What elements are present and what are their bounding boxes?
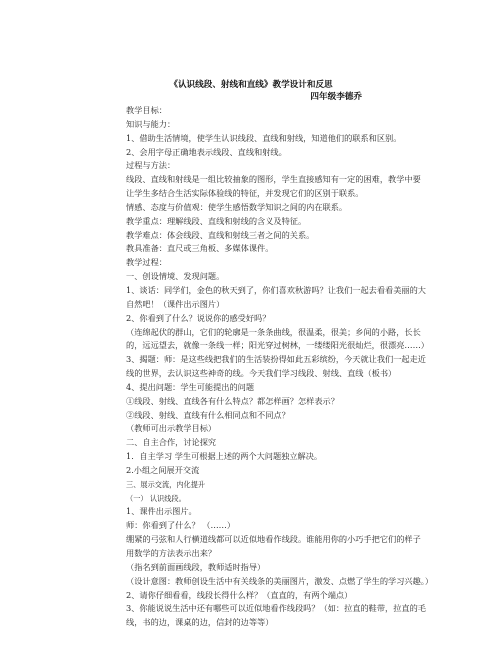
text-line: 教学目标：	[126, 105, 167, 115]
text-line: ①线段、射线、直线各有什么特点？都怎样画？怎样表示？	[126, 395, 339, 406]
text-line: 3、你能说说生活中还有哪些可以近似地看作线段吗？（如：拉直的鞋带，拉直的毛	[126, 603, 426, 614]
text-line: 2、请你仔细看看，线段长得什么样？（直直的，有两个端点）	[126, 589, 353, 600]
text-line: 1．自主学习 学生可根据上述的两个大问题独立解决。	[126, 451, 323, 462]
text-line: 让学生多结合生活实际体验线的特征，并发现它们的区别于联系。	[126, 188, 364, 199]
text-line: 师：你看到了什么？ （……）	[126, 520, 236, 531]
text-line: 1、借助生活情境，使学生认识线段、直线和射线，知道他们的联系和区别。	[126, 132, 402, 143]
text-line: 线，书的边，课桌的边，信封的边等等）	[126, 617, 274, 628]
text-line: 1、谈话：同学们，金色的秋天到了，你们喜欢秋游吗？让我们一起去看看美丽的大	[126, 284, 426, 295]
text-line: 线的世界，去认识这些神奇的线。今天我们学习线段、射线、直线（板书）	[126, 368, 397, 379]
text-line: （教师可出示教学目标）	[126, 423, 217, 434]
text-line: 用数学的方法表示出来？	[126, 548, 217, 558]
text-line: 教学难点：体会线段、直线和射线三者之间的关系。	[126, 229, 315, 240]
text-line: （设计意图：教师创设生活中有关线条的美丽图片，激发、点燃了学生的学习兴趣。）	[126, 575, 434, 586]
text-line: （连绵起伏的群山，它们的轮廓是一条条曲线，很温柔，很美；乡间的小路，长长	[126, 326, 421, 337]
text-line: 过程与方法：	[126, 160, 176, 171]
text-line: 的，远远望去，就像一条线一样；阳光穿过树林，一缕缕阳光很灿烂，很漂亮……）	[126, 340, 429, 351]
text-line: （一） 认识线段。	[126, 493, 186, 503]
document-title: 《认识线段、射线和直线》教学设计和反思	[169, 80, 333, 90]
text-line: 2.小组之间展开交流	[126, 464, 200, 475]
text-line: 线段、直线和射线是一组比较抽象的图形，学生直接感知有一定的困难，教学中要	[126, 174, 421, 185]
text-line: 2、你看到了什么？说说你的感受好吗？	[126, 312, 271, 323]
text-line: 教学重点：理解线段、直线和射线的含义及特征。	[126, 215, 307, 226]
text-line: 教具准备：直尺或三角板、多媒体课件。	[126, 243, 274, 254]
text-line: 4、提出问题：学生可能提出的问题	[126, 381, 255, 392]
text-line: 绷紧的弓弦和人行横道线都可以近似地看作线段。谁能用你的小巧手把它们的样子	[126, 534, 421, 545]
text-line: ②线段、射线、直线有什么相同点和不同点？	[126, 409, 290, 420]
text-line: 一、创设情境、发现问题。	[126, 271, 225, 282]
text-line: 教学过程：	[126, 257, 167, 268]
text-line: 自然吧！（课件出示图片）	[126, 298, 225, 309]
text-line: 知识与能力：	[126, 118, 176, 129]
text-line: 三、展示交流，内化提升	[126, 479, 206, 489]
text-line: 1、课件出示图片。	[126, 506, 197, 517]
text-line: 3、揭题：师：是这些线把我们的生活装扮得如此五彩缤纷，今天就让我们一起走近	[126, 354, 426, 365]
text-line: 情感、态度与价值观：使学生感悟数学知识之间的内在联系。	[126, 201, 348, 212]
document-body	[126, 104, 434, 630]
text-line: 二、自主合作，讨论探究	[126, 437, 217, 448]
text-line: （指名到前面画线段，教师适时指导）	[126, 561, 266, 572]
document-author: 四年级李德乔	[310, 92, 362, 102]
text-line: 2、会用字母正确地表示线段、直线和射线。	[126, 146, 287, 157]
